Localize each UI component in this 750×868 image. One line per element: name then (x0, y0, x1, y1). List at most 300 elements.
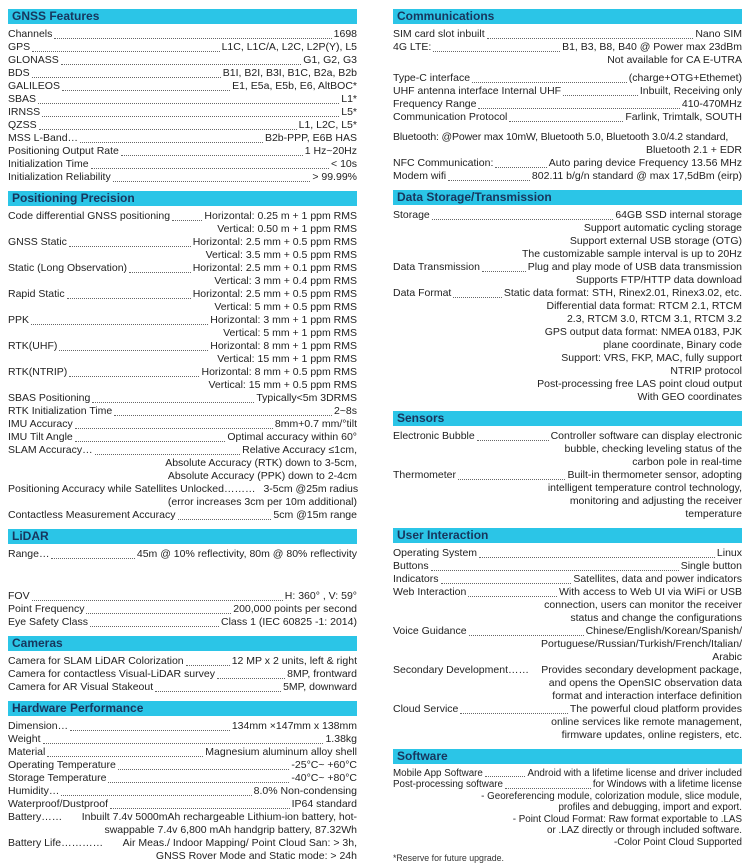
spec-continuation-line: Support external USB storage (OTG) (569, 234, 742, 247)
leader-dots (257, 493, 261, 494)
spec-row (8, 418, 357, 431)
spec-value: G1, G2, G3 (303, 54, 357, 66)
spec-value: -25°C~ +60°C (291, 758, 357, 771)
leader-dots (42, 115, 339, 117)
section-header-data-storage-transmission: Data Storage/Transmission (393, 190, 742, 205)
spec-row (8, 106, 357, 119)
spec-label: IMU Accuracy (8, 418, 73, 430)
section-gnss-features (8, 9, 357, 184)
spec-row (393, 170, 742, 183)
spec-label: SIM card slot inbuilt (393, 28, 485, 40)
spec-row (393, 28, 742, 41)
leader-dots (110, 807, 290, 809)
spec-label: Camera for contactless Visual-LiDAR survey (8, 667, 215, 680)
spec-value: 8MP, frontward (287, 667, 357, 680)
spec-continuation-line: firmware updates, online registers, etc. (561, 728, 742, 741)
spec-label: IRNSS (8, 106, 41, 118)
spec-value: 64GB SSD internal storage (615, 208, 742, 221)
spec-value: B2b-PPP, E6B HAS (264, 132, 357, 144)
spec-value: Nano SIM (695, 28, 742, 40)
spec-label: 4G LTE: (393, 41, 432, 53)
spec-label: Rapid Static (8, 288, 65, 300)
section-software (393, 749, 742, 864)
spec-label: Code differential GNSS positioning (8, 210, 171, 222)
spec-row (8, 668, 357, 681)
spec-value: Class 1 (IEC 60825 -1: 2014) (221, 615, 357, 628)
leader-dots (32, 50, 219, 52)
spec-label: Positioning Output Rate (8, 145, 119, 157)
spec-value: 8mm+0.7 mm/°tilt (274, 418, 357, 430)
spec-value: Horizontal: 2.5 mm + 0.1 ppm RMS (192, 262, 357, 274)
spec-continuation-line: Portuguese/Russian/Turkish/French/Italian/ (541, 637, 742, 650)
leader-dots (86, 612, 231, 614)
spec-continuation-line: Vertical: 5 mm + 0.5 ppm RMS (214, 301, 357, 313)
leader-dots (32, 599, 283, 601)
spec-row (8, 262, 357, 275)
spec-label: Camera for AR Visual Stakeout (8, 680, 154, 693)
spec-row (8, 80, 357, 93)
spec-value: E1, E5a, E5b, E6, AltBOC* (232, 80, 357, 92)
spec-value: Air Meas./ Indoor Mapping/ Point Cloud San: > 3h, (122, 836, 357, 849)
spec-label: Camera for SLAM LiDAR Colorization (8, 654, 184, 667)
spec-value: H: 360° , V: 59° (284, 589, 357, 602)
spec-continuation-line: -Color Point Cloud Supported (614, 836, 742, 848)
spec-value: Linux (716, 546, 742, 559)
spec-label: Electronic Bubble (393, 429, 475, 442)
spec-label: Communication Protocol (393, 111, 508, 124)
spec-row (8, 158, 357, 171)
spec-value: Satellites, data and power indicators (573, 572, 742, 585)
spec-label: Buttons (393, 559, 429, 572)
spec-continuation-line: monitoring and adjusting the receiver (569, 494, 742, 507)
spec-row (8, 483, 357, 496)
leader-dots (62, 89, 230, 91)
leader-dots (477, 439, 549, 441)
spec-value: Horizontal: 3 mm + 1 ppm RMS (210, 314, 357, 326)
spec-label: FOV (8, 589, 30, 602)
spec-continuation-line: plane coordinate, Binary code (603, 338, 742, 351)
spec-label: Material (8, 745, 46, 758)
spec-continuation-line: Post-processing free LAS point cloud output (537, 377, 742, 390)
leader-dots (509, 120, 623, 122)
spec-value: Horizontal: 2.5 mm + 0.5 ppm RMS (192, 288, 357, 300)
leader-dots (69, 375, 199, 377)
section-header-lidar: LiDAR (8, 529, 357, 544)
spec-row (8, 340, 357, 353)
spec-label: UHF antenna interface Internal UHF (393, 85, 562, 98)
spec-label: Eye Safety Class (8, 615, 88, 628)
section-header-software: Software (393, 749, 742, 764)
spec-continuation-line: online services like remote management, (551, 715, 742, 728)
spec-row (8, 837, 357, 850)
spec-row (393, 209, 742, 222)
spec-label: Battery…… (8, 810, 63, 823)
spec-row (8, 67, 357, 80)
spec-row (8, 392, 357, 405)
leader-dots (32, 76, 221, 78)
spec-row (8, 145, 357, 158)
spec-label: Indicators (393, 572, 439, 585)
spec-label: MSS L-Band… (8, 132, 79, 144)
leader-dots (155, 690, 281, 692)
spec-row (393, 573, 742, 586)
spec-row (8, 509, 357, 522)
leader-dots (91, 167, 329, 169)
spec-row (8, 733, 357, 746)
spec-value: Chinese/English/Korean/Spanish/ (585, 624, 742, 637)
spec-continuation-line: Support: VRS, FKP, MAC, fully support (561, 351, 742, 364)
spec-continuation-line: 2.3, RTCM 3.0, RTCM 3.1, RTCM 3.2 (566, 312, 742, 325)
spec-label: NFC Communication: (393, 156, 494, 169)
leader-dots (495, 166, 546, 168)
spec-continuation-line: and opens the OpenSIC observation data (548, 676, 742, 689)
spacer (8, 561, 357, 590)
leader-dots (95, 453, 240, 455)
spec-label: Storage Temperature (8, 771, 107, 784)
leader-dots (531, 674, 539, 675)
spec-row (8, 590, 357, 603)
spec-value: L1, L2C, L5* (298, 119, 357, 131)
spec-value: B1, B3, B8, B40 @ Power max 23dBm (562, 41, 742, 53)
leader-dots (54, 37, 331, 39)
spec-value: for Windows with a lifetime license (592, 779, 742, 791)
leader-dots (75, 427, 273, 429)
spec-label: IMU Tilt Angle (8, 431, 73, 443)
leader-dots (47, 755, 203, 757)
spec-row (8, 798, 357, 811)
spec-continuation-line: Absolute Accuracy (PPK) down to 2-4cm (167, 470, 357, 482)
spec-label: SBAS Positioning (8, 392, 91, 404)
leader-dots (129, 271, 191, 273)
leader-dots (43, 742, 324, 744)
spec-value: IP64 standard (291, 797, 357, 810)
spec-row (393, 85, 742, 98)
spec-label: Humidity… (8, 784, 60, 797)
spec-continuation-line: - Point Cloud Format: Raw format exportable to .LAS (512, 813, 742, 825)
spec-label: Mobile App Software (393, 767, 483, 779)
spec-value: 12 MP x 2 units, left & right (231, 654, 357, 667)
spec-row (8, 720, 357, 733)
spec-continuation-line: temperature (685, 507, 742, 520)
spec-label: Modem wifi (393, 169, 447, 182)
spec-row (8, 603, 357, 616)
leader-dots (479, 556, 715, 558)
spec-continuation-line: NTRIP protocol (670, 364, 742, 377)
spec-label: Voice Guidance (393, 624, 467, 637)
left-column (8, 8, 357, 868)
spec-value: B1I, B2I, B3I, B1C, B2a, B2b (222, 67, 357, 79)
spec-row (8, 811, 357, 824)
spec-label: Range… (8, 548, 50, 560)
spec-value: 5MP, downward (283, 680, 357, 693)
spec-value: L1* (341, 93, 357, 105)
spec-value: Provides secondary development package, (541, 663, 742, 676)
spec-continuation-line: (error increases 3cm per 10m additional) (167, 496, 357, 508)
leader-dots (487, 37, 694, 39)
leader-dots (433, 50, 560, 52)
spec-label: BDS (8, 67, 30, 79)
spec-value: Relative Accuracy ≤1cm, (242, 444, 357, 456)
spec-row (393, 157, 742, 170)
leader-dots (92, 401, 254, 403)
spec-label: Contactless Measurement Accuracy (8, 509, 176, 521)
spec-value: 45m @ 10% reflectivity, 80m @ 80% reflectivity (136, 548, 357, 560)
spec-continuation-line: Not available for CA E-UTRA (607, 54, 742, 66)
spec-label: Thermometer (393, 468, 457, 481)
spec-label: Data Format (393, 286, 452, 299)
spec-row (393, 547, 742, 560)
leader-dots (121, 154, 303, 156)
spec-value: 8.0% Non-condensing (253, 784, 357, 797)
spec-label: Operating System (393, 546, 478, 559)
spec-row (8, 759, 357, 772)
spec-row (8, 314, 357, 327)
spec-label: Storage (393, 208, 430, 221)
leader-dots (90, 625, 219, 627)
spec-continuation-line: carbon pole in real-time (632, 455, 742, 468)
spec-value: Horizontal: 0.25 m + 1 ppm RMS (204, 210, 357, 222)
spec-continuation-line: Supports FTP/HTTP data download (575, 273, 742, 286)
leader-dots (469, 634, 584, 636)
spec-value: Typically<5m 3DRMS (256, 392, 357, 404)
spec-row (8, 171, 357, 184)
spec-row (8, 431, 357, 444)
section-header-gnss-features: GNSS Features (8, 9, 357, 24)
spec-value: (charge+OTG+Ethemet) (628, 72, 742, 85)
leader-dots (448, 179, 530, 181)
spec-row (8, 28, 357, 41)
spec-value: 5cm @15m range (273, 509, 357, 521)
spec-continuation-line: - Georeferencing module, colorization module, slice module, (481, 790, 742, 802)
spec-continuation-line: profiles and debugging, import and export. (558, 802, 742, 814)
leader-dots (61, 794, 251, 796)
spec-label: Waterproof/Dustproof (8, 797, 108, 810)
spec-label: Initialization Time (8, 158, 89, 170)
spec-row (8, 405, 357, 418)
spec-value: Horizontal: 8 mm + 1 ppm RMS (210, 340, 357, 352)
spec-row (8, 785, 357, 798)
spec-continuation-line: Absolute Accuracy (RTK) down to 3-5cm, (165, 457, 357, 469)
spec-row (393, 98, 742, 111)
spec-value: < 10s (331, 158, 357, 170)
section-header-cameras: Cameras (8, 636, 357, 651)
spec-value: 3-5cm @25m radius (263, 483, 359, 495)
spec-label: Battery Life………… (8, 836, 104, 849)
spec-continuation-line: Support automatic cycling storage (583, 221, 742, 234)
leader-dots (458, 478, 565, 480)
spec-label: PPK (8, 314, 30, 326)
spec-continuation-line: GNSS Rover Mode and Static mode: > 24h (155, 849, 357, 862)
leader-dots (505, 787, 591, 789)
spec-label: Type-C interface (393, 72, 471, 85)
spec-value: > 99.99% (312, 171, 357, 183)
leader-dots (39, 128, 297, 130)
leader-dots (113, 180, 311, 182)
leader-dots (172, 219, 202, 221)
leader-dots (67, 297, 191, 299)
section-header-hardware-performance: Hardware Performance (8, 701, 357, 716)
spec-row (393, 287, 742, 300)
section-header-sensors: Sensors (393, 411, 742, 426)
spec-continuation-line: Vertical: 5 mm + 1 ppm RMS (223, 327, 357, 339)
leader-dots (186, 664, 230, 666)
spec-value: 200,000 points per second (233, 602, 357, 615)
spec-row (8, 655, 357, 668)
leader-dots (70, 729, 230, 731)
spec-continuation-line: The customizable sample interval is up to 20Hz (521, 247, 742, 260)
spec-row (393, 768, 742, 780)
spec-label: Data Transmission (393, 260, 480, 273)
spec-label: GPS (8, 41, 31, 53)
spec-continuation-line: GPS output data format: NMEA 0183, PJK (544, 325, 742, 338)
spec-continuation-line: Vertical: 0.50 m + 1 ppm RMS (217, 223, 357, 235)
spec-row (8, 366, 357, 379)
spec-row (8, 288, 357, 301)
spec-value: Magnesium aluminum alloy shell (205, 745, 357, 758)
leader-dots (105, 847, 121, 848)
spec-row (8, 210, 357, 223)
spec-row (8, 41, 357, 54)
leader-dots (80, 141, 263, 143)
leader-dots (69, 245, 191, 247)
spec-value: Horizontal: 2.5 mm + 0.5 ppm RMS (192, 236, 357, 248)
spec-row (8, 132, 357, 145)
spec-value: Inbuilt 7.4v 5000mAh rechargeable Lithium-ion battery, hot- (81, 810, 357, 823)
spec-label: GLONASS (8, 54, 59, 66)
spec-text-line: Bluetooth: @Power max 10mW, Bluetooth 5.0, Bluetooth 3.0/4.2 standard, (393, 130, 729, 143)
spec-continuation-line: Vertical: 15 mm + 0.5 ppm RMS (208, 379, 357, 391)
leader-dots (563, 94, 638, 96)
spec-row (393, 111, 742, 124)
spec-value: Inbuilt, Receiving only (639, 85, 742, 98)
spec-continuation-line: Vertical: 3 mm + 0.4 ppm RMS (214, 275, 357, 287)
footnote: *Reserve for future upgrade. (393, 853, 505, 864)
spec-value: Controller software can display electronic (550, 429, 742, 442)
spec-row (393, 779, 742, 791)
leader-dots (178, 518, 272, 520)
spec-value: Optimal accuracy within 60° (227, 431, 357, 443)
leader-dots (453, 296, 502, 298)
spec-value: Android with a lifetime license and driver included (527, 767, 742, 779)
spec-label: Initialization Reliability (8, 171, 111, 183)
section-user-interaction (393, 528, 742, 742)
spec-label: RTK(UHF) (8, 340, 58, 352)
spec-value: Auto paring device Frequency 13.56 MHz (548, 156, 742, 169)
spec-value: 802.11 b/g/n standard @ max 17,5dBm (eirp) (531, 169, 742, 182)
spec-value: 2~8s (333, 405, 357, 417)
spec-label: Web Interaction (393, 585, 467, 598)
leader-dots (441, 582, 572, 584)
spec-value: Farlink, Trimtalk, SOUTH (625, 111, 742, 124)
leader-dots (61, 63, 302, 65)
leader-dots (108, 781, 289, 783)
leader-dots (38, 102, 339, 104)
spec-continuation-line: Arabic (712, 650, 742, 663)
leader-dots (31, 323, 208, 325)
leader-dots (468, 595, 557, 597)
spec-label: Point Frequency (8, 602, 85, 615)
spec-continuation-line: Differential data format: RTCM 2.1, RTCM (546, 299, 742, 312)
spec-continuation-line: or .LAZ directly or through included software. (547, 825, 742, 837)
spec-row (8, 93, 357, 106)
leader-dots (478, 107, 679, 109)
spec-value: L5* (341, 106, 357, 118)
spec-value: 134mm ×147mm x 138mm (231, 719, 357, 732)
spec-label: Channels (8, 28, 53, 40)
spec-value: 1.38kg (325, 732, 357, 745)
leader-dots (431, 569, 679, 571)
section-communications (393, 9, 742, 183)
spec-row (8, 772, 357, 785)
spec-label: Cloud Service (393, 702, 459, 715)
spec-label: GALILEOS (8, 80, 60, 92)
leader-dots (432, 218, 614, 220)
spec-row (8, 681, 357, 694)
spec-value: L1C, L1C/A, L2C, L2P(Y), L5 (221, 41, 357, 53)
spec-continuation-line: Vertical: 3.5 mm + 0.5 ppm RMS (205, 249, 357, 261)
spec-value: 1 Hz~20Hz (304, 145, 357, 157)
spec-row (393, 469, 742, 482)
leader-dots (75, 440, 226, 442)
leader-dots (114, 414, 332, 416)
spec-continuation-line: Vertical: 15 mm + 1 ppm RMS (217, 353, 357, 365)
section-positioning-precision (8, 191, 357, 522)
section-hardware-performance (8, 701, 357, 863)
spec-label: Static (Long Observation) (8, 262, 128, 274)
spec-row (8, 548, 357, 561)
spec-continuation-line: intelligent temperature control technology, (547, 481, 742, 494)
section-header-communications: Communications (393, 9, 742, 24)
spec-label: Positioning Accuracy while Satellites Unlocked……… (8, 483, 256, 495)
spec-continuation-line: swappable 7.4v 6,800 mAh handgrip battery, 87.32Wh (104, 823, 357, 836)
spec-row (393, 703, 742, 716)
spec-value: -40°C~ +80°C (291, 771, 357, 784)
spec-continuation-line: With GEO coordinates (637, 390, 742, 403)
spec-row (393, 41, 742, 54)
spec-value: Static data format: STH, Rinex2.01, Rinex3.02, etc. (503, 286, 742, 299)
spec-value: With access to Web UI via WiFi or USB (558, 585, 742, 598)
spec-label: SBAS (8, 93, 37, 105)
spec-label: SLAM Accuracy… (8, 444, 93, 456)
spec-label: QZSS (8, 119, 37, 131)
spec-row (8, 54, 357, 67)
spec-label: Post-processing software (393, 779, 503, 791)
leader-dots (482, 270, 526, 272)
spec-row (393, 72, 742, 85)
leader-dots (59, 349, 208, 351)
spec-row (8, 236, 357, 249)
spec-label: GNSS Static (8, 236, 67, 248)
leader-dots (51, 557, 134, 559)
leader-dots (485, 775, 526, 777)
leader-dots (118, 768, 290, 770)
spec-row (8, 746, 357, 759)
spec-continuation-line: connection, users can monitor the receiver (544, 598, 742, 611)
spec-row (393, 261, 742, 274)
spec-row (393, 625, 742, 638)
spec-label: RTK Initialization Time (8, 405, 113, 417)
section-header-user-interaction: User Interaction (393, 528, 742, 543)
spec-label: Weight (8, 732, 41, 745)
leader-dots (64, 821, 79, 822)
section-data-storage-transmission (393, 190, 742, 404)
spec-value: Built-in thermometer sensor, adopting (567, 468, 742, 481)
spec-label: Operating Temperature (8, 758, 116, 771)
spec-value: Single button (680, 559, 742, 572)
section-cameras (8, 636, 357, 694)
spec-label: RTK(NTRIP) (8, 366, 68, 378)
section-sensors (393, 411, 742, 521)
